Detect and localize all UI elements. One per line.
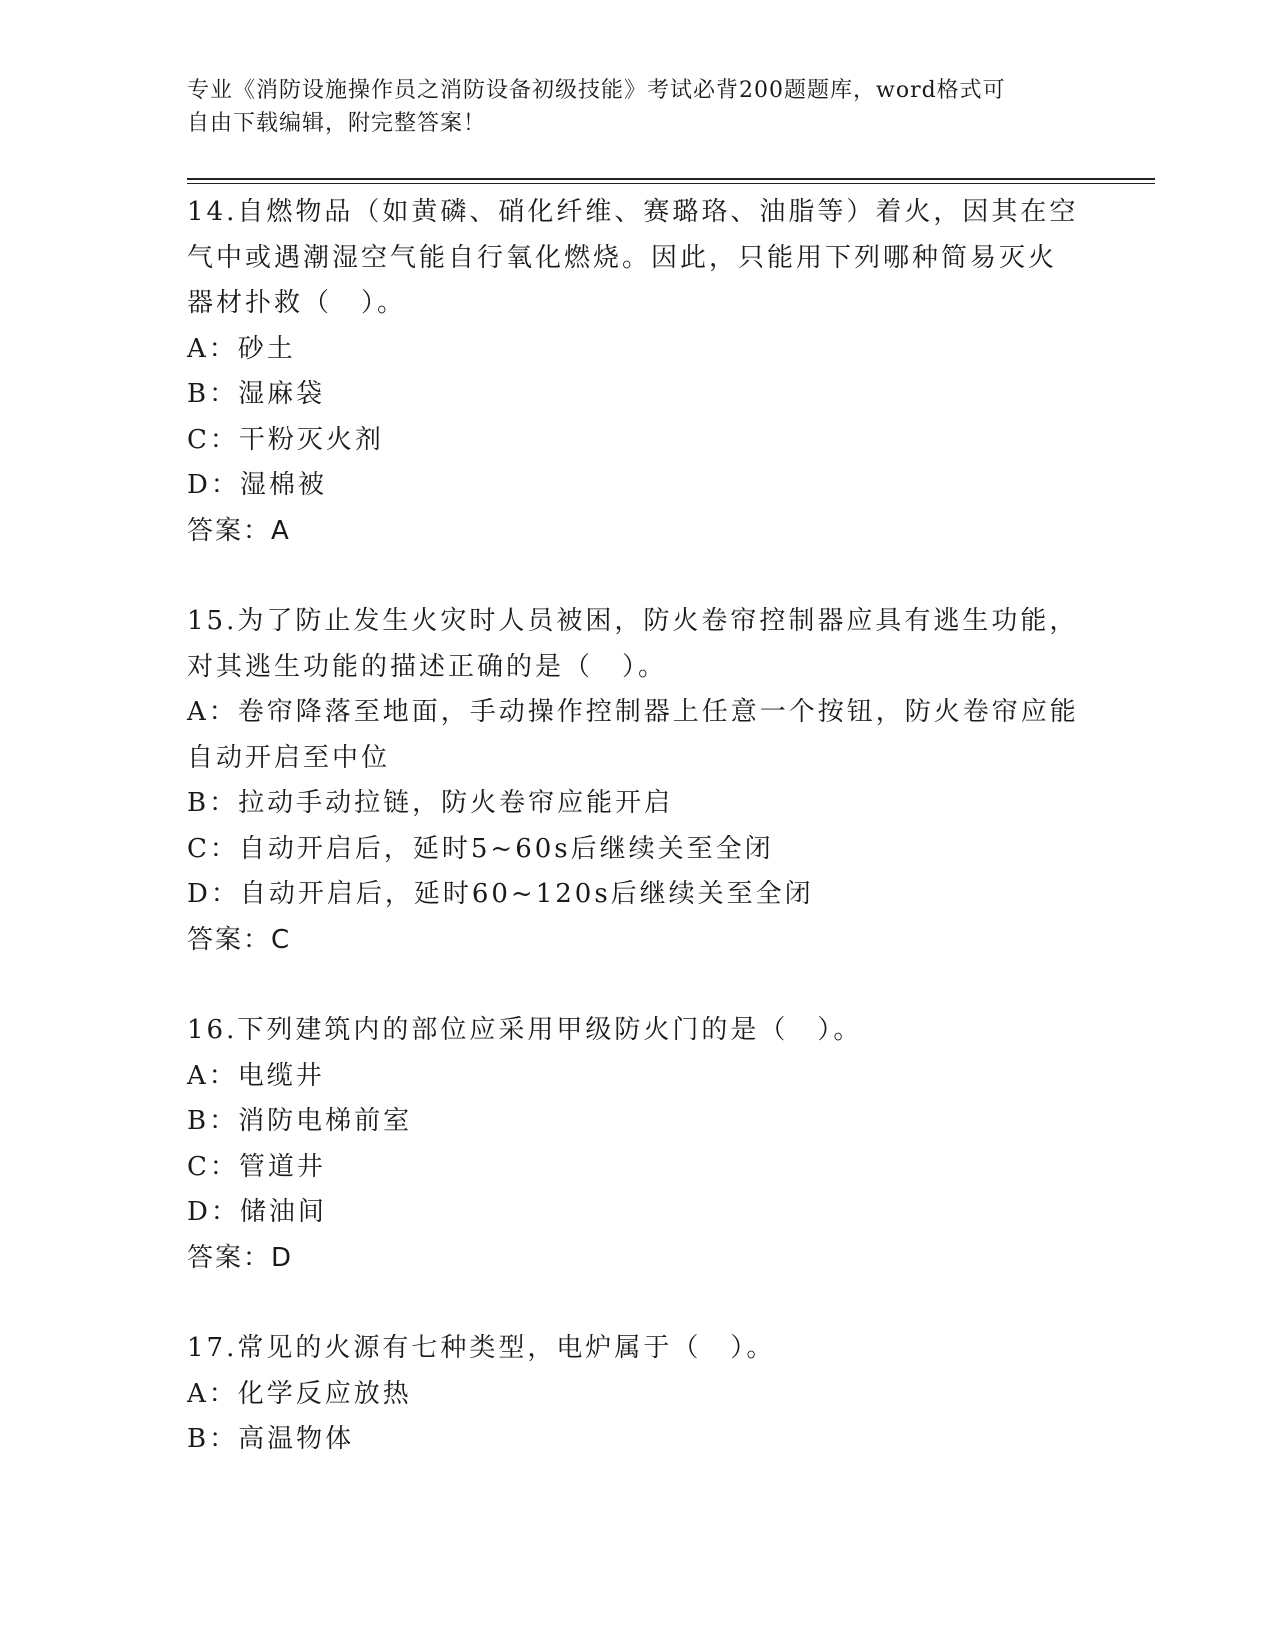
answer-option: A：卷帘降落至地面，手动操作控制器上任意一个按钮，防火卷帘应能 bbox=[187, 697, 1079, 727]
header-divider-thick bbox=[187, 178, 1155, 180]
question-stem-line: 14.自燃物品（如黄磷、硝化纤维、赛璐珞、油脂等）着火，因其在空 bbox=[187, 197, 1079, 227]
question-block bbox=[187, 599, 1087, 963]
answer-option: D：湿棉被 bbox=[187, 470, 327, 500]
answer-option: B：拉动手动拉链，防火卷帘应能开启 bbox=[187, 788, 674, 818]
answer-option: A：化学反应放热 bbox=[187, 1378, 412, 1409]
answer-option: D：储油间 bbox=[187, 1197, 327, 1227]
header-divider-thin bbox=[187, 183, 1155, 184]
question-stem-line: 15.为了防止发生火灾时人员被困，防火卷帘控制器应具有逃生功能， bbox=[187, 606, 1079, 636]
answer-option: C：干粉灭火剂 bbox=[187, 424, 384, 455]
question-stem-line: 16.下列建筑内的部位应采用甲级防火门的是（ ）。 bbox=[187, 1015, 863, 1045]
header-line: 专业《消防设施操作员之消防设备初级技能》考试必背200题题库，word格式可 bbox=[187, 78, 1006, 103]
question-block bbox=[187, 190, 1087, 554]
answer-option: B：高温物体 bbox=[187, 1424, 355, 1454]
answer-option: A：电缆井 bbox=[187, 1060, 325, 1091]
header-line: 自由下载编辑，附完整答案！ bbox=[187, 111, 487, 136]
answer-option: B：消防电梯前室 bbox=[187, 1106, 413, 1136]
answer-option: 自动开启至中位 bbox=[187, 742, 391, 773]
answer-key: 答案：D bbox=[187, 1242, 294, 1273]
answer-option: B：湿麻袋 bbox=[187, 379, 326, 409]
question-block bbox=[187, 1008, 1087, 1281]
answer-key: 答案：C bbox=[187, 924, 292, 955]
answer-option: D：自动开启后，延时60~120s后继续关至全闭 bbox=[187, 879, 814, 909]
question-block bbox=[187, 1326, 1087, 1463]
question-stem-line: 气中或遇潮湿空气能自行氧化燃烧。因此，只能用下列哪种简易灭火 bbox=[187, 242, 1058, 273]
answer-option: A：砂土 bbox=[187, 333, 296, 364]
answer-option: C：自动开启后，延时5~60s后继续关至全闭 bbox=[187, 833, 774, 864]
question-stem-line: 器材扑救（ ）。 bbox=[187, 288, 407, 318]
answer-option: C：管道井 bbox=[187, 1151, 326, 1182]
question-list bbox=[187, 190, 1087, 1508]
document-header bbox=[187, 74, 1067, 140]
question-stem-line: 对其逃生功能的描述正确的是（ ）。 bbox=[187, 651, 668, 682]
answer-key: 答案：A bbox=[187, 515, 291, 546]
question-stem-line: 17.常见的火源有七种类型，电炉属于（ ）。 bbox=[187, 1333, 776, 1363]
